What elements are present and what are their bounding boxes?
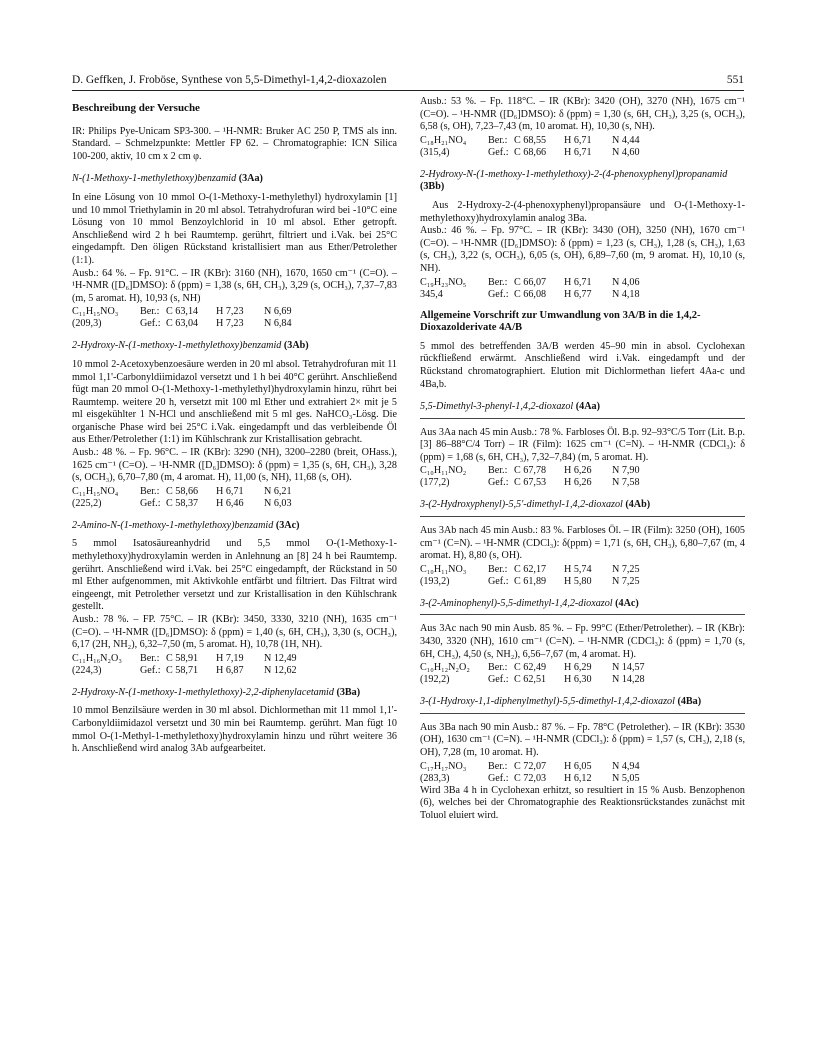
general-procedure-text: 5 mmol des betreffenden 3A/B werden 45–90 min in absol. Cyclohexan rückfließend erwärmt. Anschließend wird i.Vak. eingedampft und der Rückstand chromatographiert. Elution mit Dichlormethan liefert 4Aa-c und 4Ba,b.	[420, 340, 745, 390]
procedure-3Aa: In eine Lösung von 10 mmol O-(1-Methoxy-1-methylethyl) hydroxylamin [1] und 10 mmol Triethylamin in 20 ml absol. Tetrahydrofuran wird bei -10°C eine Lösung von 10 mmol Benzoylchlorid in 10 ml absol. Ether getropft. Anschließend wird 2 h bei Raumtemp. gerührt, filtriert und i.Vak. bei 25°C eingedampft. Den öligen Rückstand kristallisiert man aus Ether/Petrolether (1:1).	[72, 191, 397, 266]
procedure-3Ba: 10 mmol Benzilsäure werden in 30 ml absol. Dichlormethan mit 11 mmol 1,1'-Carbonyldiimidazol versetzt und 30 min bei Raumtemp. gerührt. Man fügt 10 mmol O-(1-Methyl-1-methylethoxy)hydroxylamin hinzu und rührt weitere 36 h. Anschließend wird analog 3Ab aufgearbeitet.	[72, 705, 397, 755]
left-column	[72, 102, 397, 756]
elemental-analysis-3Ac: C₁₁H₁₆N₂O₃ Ber.: C 58,91 H 7,19 N 12,49 (224,3) Gef.: C 58,71 H 6,87 N 12,62	[72, 652, 297, 676]
running-title: D. Geffken, J. Froböse, Synthese von 5,5-Dimethyl-1,4,2-dioxazolen	[72, 74, 387, 86]
elemental-analysis-4Ba: C₁₇H₁₇NO₃ Ber.: C 72,07 H 6,05 N 4,94 (283,3) Gef.: C 72,03 H 6,12 N 5,05	[420, 760, 640, 784]
compound-title-4Ac: 3-(2-Aminophenyl)-5,5-dimethyl-1,4,2-dioxazol (4Ac)	[420, 597, 639, 609]
compound-title-3Ab: 2-Hydroxy-N-(1-methoxy-1-methylethoxy)benzamid (3Ab)	[72, 340, 309, 352]
instruments-paragraph: IR: Philips Pye-Unicam SP3-300. – ¹H-NMR: Bruker AC 250 P, TMS als inn. Standard. – Schmelzpunkte: Mettler FP 62. – Chromatographie: ICN Silica 100-200, aktiv, 10 cm x 2 cm φ.	[72, 125, 397, 162]
data-4Ab: Aus 3Ab nach 45 min Ausb.: 83 %. Farbloses Öl. – IR (Film): 3250 (OH), 1605 cm⁻¹ (C=N). – ¹H-NMR (CDCl₃): δ(ppm) = 1,71 (s, 6H, CH₃), 6,80–7,67 (m, 4 aromat. H), 8,80 (s, OH).	[420, 525, 745, 562]
data-4Ac: Aus 3Ac nach 90 min Ausb. 85 %. – Fp. 99°C (Ether/Petrolether). – IR (KBr): 3430, 3320 (NH), 1610 cm⁻¹ (C=N). – ¹H-NMR (CDCl₃): δ (ppm) = 1,70 (s, 6H, CH₃), 4,50 (s, NH₂), 6,56–7,67 (m, 4 aromat. H).	[420, 623, 745, 660]
note-4Ba: Wird 3Ba 4 h in Cyclohexan erhitzt, so resultiert in 15 % Ausb. Benzophenon (6), welches bei der Chromatographie des Reaktionsrückstandes zunächst mit Toluol eluiert wird.	[420, 784, 745, 821]
general-procedure-title: Allgemeine Vorschrift zur Umwandlung von 3A/B in die 1,4,2-Dioxazolderivate 4A/B	[420, 309, 701, 334]
compound-title-3Aa: N-(1-Methoxy-1-methylethoxy)benzamid (3Aa)	[72, 173, 263, 185]
rule	[420, 713, 745, 714]
procedure-3Ab: 10 mmol 2-Acetoxybenzoesäure werden in 20 ml absol. Tetrahydrofuran mit 11 mmol 1,1'-Carbonyldiimidazol versetzt und 1 h bei 40°C gerührt. Anschließend fügt man 20 mmol O-(1-Methoxy-1-methylethyl)hydroxylamin hinzu, rührt bei Raumtemp. weitere 20 h, versetzt mit 100 ml Ether und extrahiert 2× mit je 5 ml eisgekühlter 1 N-HCl und anschließend mit 5 ml ges. NaHCO₃-Lösg. Die organische Phase wird bei 25°C i.Vak. eingedampft und das verbleibende Öl aus Ether/Petrolether (1:1) im Kühlschrank zur Kristallisation gebracht.	[72, 358, 397, 446]
rule	[420, 614, 745, 615]
compound-title-3Bb: 2-Hydroxy-N-(1-methoxy-1-methylethoxy)-2-(4-phenoxyphenyl)propanamid (3Bb)	[420, 168, 728, 193]
compound-title-3Ba: 2-Hydroxy-N-(1-methoxy-1-methylethoxy)-2,2-diphenylacetamid (3Ba)	[72, 686, 361, 698]
page-number: 551	[726, 74, 744, 86]
compound-title-3Ac: 2-Amino-N-(1-methoxy-1-methylethoxy)benzamid (3Ac)	[72, 519, 300, 531]
elemental-analysis-3Aa: C₁₁H₁₅NO₃ Ber.: C 63,14 H 7,23 N 6,69 (209,3) Gef.: C 63,04 H 7,23 N 6,84	[72, 306, 292, 330]
data-3Ba: Ausb.: 53 %. – Fp. 118°C. – IR (KBr): 3420 (OH), 3270 (NH), 1675 cm⁻¹ (C=O). – ¹H-NMR ([D₆]DMSO): δ (ppm) = 1,30 (s, 6H, CH₃), 3,25 (s, OCH₃), 6,58 (s, OH), 7,23–7,43 (m, 10 aromat. H), 10,30 (s, NH).	[420, 96, 745, 133]
data-4Aa: Aus 3Aa nach 45 min Ausb.: 78 %. Farbloses Öl. B.p. 92–93°C/5 Torr (Lit. B.p. [3] 86–88°C/4 Torr) – IR (Film): 1625 cm⁻¹ (C=N). – ¹H-NMR (CDCl₃): δ (ppm) = 1,68 (s, 6H, CH₃), 7,32–7,84) (m, 5 aromat. H).	[420, 426, 745, 463]
compound-title-4Ab: 3-(2-Hydroxyphenyl)-5,5'-dimethyl-1,4,2-dioxazol (4Ab)	[420, 499, 651, 511]
data-4Ba: Aus 3Ba nach 90 min Ausb.: 87 %. – Fp. 78°C (Petrolether). – IR (KBr): 3530 (OH), 1630 cm⁻¹ (C=N). – ¹H-NMR (CDCl₃): δ (ppm) = 1,57 (s, CH₃), 2,18 (s, OH), 7,28 (m, 10 aromat. H).	[420, 721, 745, 758]
procedure-3Bb: Aus 2-Hydroxy-2-(4-phenoxyphenyl)propansäure und O-(1-Methoxy-1-methylethoxy)hydroxylamin analog 3Ba.	[420, 199, 745, 224]
elemental-analysis-3Ba: C₁₈H₂₁NO₄ Ber.: C 68,55 H 6,71 N 4,44 (315,4) Gef.: C 68,66 H 6,71 N 4,60	[420, 134, 640, 158]
elemental-analysis-3Ab: C₁₁H₁₅NO₄ Ber.: C 58,66 H 6,71 N 6,21 (225,2) Gef.: C 58,37 H 6,46 N 6,03	[72, 485, 292, 509]
data-3Aa: Ausb.: 64 %. – Fp. 91°C. – IR (KBr): 3160 (NH), 1670, 1650 cm⁻¹ (C=O). – ¹H-NMR ([D₆]DMSO): δ (ppm) = 1,38 (s, 6H, CH₃), 3,29 (s, OCH₃), 7,37–7,83 (m, 5 aromat. H), 10,93 (s, NH)	[72, 267, 397, 304]
rule	[420, 516, 745, 517]
data-3Ac: Ausb.: 78 %. – FP. 75°C. – IR (KBr): 3450, 3330, 3210 (NH), 1635 cm⁻¹ (C=O). – ¹H-NMR ([D₆]DMSO): δ (ppm) = 1,40 (s, 6H, CH₃), 3,30 (s, OCH₃), 6,17 (2H, NH₂), 6,32–7,50 (m, 5 aromat. H), 10,78 (1H, NH).	[72, 614, 397, 651]
elemental-analysis-4Ab: C₁₀H₁₁NO₃ Ber.: C 62,17 H 5,74 N 7,25 (193,2) Gef.: C 61,89 H 5,80 N 7,25	[420, 563, 640, 587]
elemental-analysis-4Ac: C₁₀H₁₂N₂O₂ Ber.: C 62,49 H 6,29 N 14,57 (192,2) Gef.: C 62,51 H 6,30 N 14,28	[420, 662, 645, 686]
elemental-analysis-3Bb: C₁₉H₂₃NO₅ Ber.: C 66,07 H 6,71 N 4,06 345,4 Gef.: C 66,08 H 6,77 N 4,18	[420, 276, 640, 300]
compound-title-4Ba: 3-(1-Hydroxy-1,1-diphenylmethyl)-5,5-dimethyl-1,4,2-dioxazol (4Ba)	[420, 696, 702, 708]
elemental-analysis-4Aa: C₁₀H₁₁NO₂ Ber.: C 67,78 H 6,26 N 7,90 (177,2) Gef.: C 67,53 H 6,26 N 7,58	[420, 465, 640, 489]
rule	[420, 418, 745, 419]
data-3Bb: Ausb.: 46 %. – Fp. 97°C. – IR (KBr): 3430 (OH), 3250 (NH), 1670 cm⁻¹ (C=O). – ¹H-NMR ([D₆]DMSO): δ (ppm) = 1,23 (s, CH₃), 1,28 (s, CH₃), 1,63 (s, CH₃), 3,22 (s, OCH₃), 6,05 (s, OH), 6,89–7,60 (m, 9 aromat. H), 10,10 (s, NH).	[420, 225, 745, 274]
page-header	[72, 74, 744, 91]
procedure-3Ac: 5 mmol Isatosäureanhydrid und 5,5 mmol O-(1-Methoxy-1-methylethoxy)hydroxylamin werden in Anlehnung an [8] 24 h bei Raumtemp. gerührt. Anschließend wird i.Vak. bei 25°C eingedampft, der Rückstand in 50 ml Ether aufgenommen, mit Aktivkohle entfärbt und filtriert. Das Filtrat wird eingeengt, mit Petrolether versetzt und zur Kristallisation in den Kühlschrank gestellt.	[72, 538, 397, 613]
section-title: Beschreibung der Versuche	[72, 102, 200, 114]
data-3Ab: Ausb.: 48 %. – Fp. 96°C. – IR (KBr): 3290 (NH), 3200–2280 (breit, OHass.), 1625 cm⁻¹ (C=O). – ¹H-NMR ([D₆]DMSO): δ (ppm) = 1,35 (s, 6H, CH₃), 3,28 (s, OCH₃), 6,70–7,80 (m, 4 aromat. H), 11,00 (s, NH), 11,68 (s, OH).	[72, 447, 397, 484]
compound-title-4Aa: 5,5-Dimethyl-3-phenyl-1,4,2-dioxazol (4Aa)	[420, 401, 600, 413]
right-column	[420, 96, 745, 822]
